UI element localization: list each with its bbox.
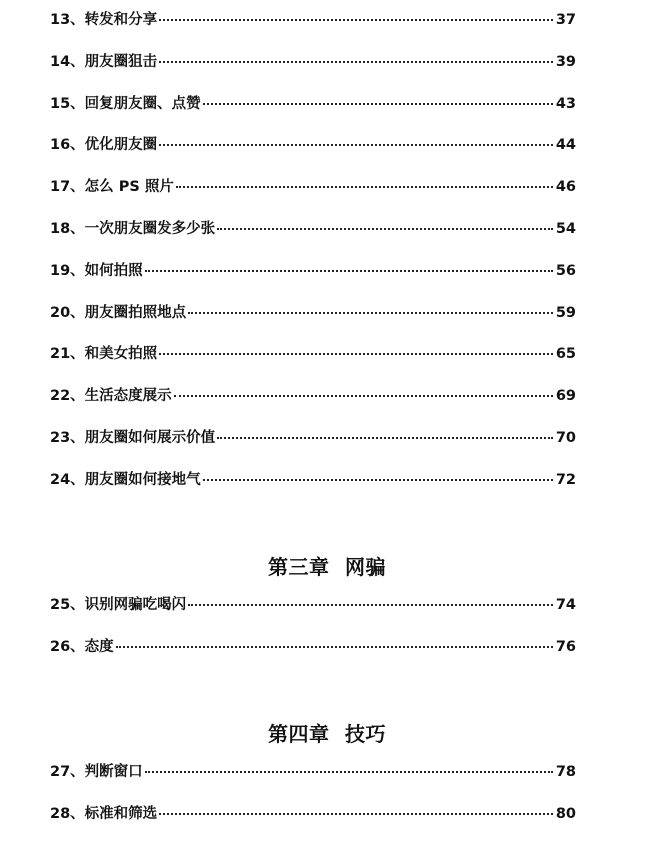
toc-entry[interactable] (50, 52, 576, 94)
toc-section-chapter-4 (50, 762, 576, 846)
toc-entry-page: 78 (555, 764, 576, 780)
toc-entry[interactable] (50, 219, 576, 261)
dot-leader (174, 395, 553, 397)
toc-entry-title: 23、朋友圈如何展示价值 (50, 429, 216, 446)
toc-entry[interactable] (50, 804, 576, 846)
toc-entry[interactable] (50, 94, 576, 136)
toc-entry-title: 19、如何拍照 (50, 262, 143, 279)
dot-leader (145, 771, 553, 773)
dot-leader (159, 144, 553, 146)
toc-entry-page: 69 (555, 388, 576, 405)
toc-entry[interactable] (50, 386, 576, 428)
toc-entry[interactable] (50, 303, 576, 345)
toc-entry-title: 16、优化朋友圈 (50, 137, 158, 154)
toc-entry[interactable] (50, 177, 576, 219)
toc-entry-page: 74 (555, 597, 576, 613)
toc-entry-page: 80 (555, 805, 576, 822)
toc-entry-title: 24、朋友圈如何接地气 (50, 471, 201, 488)
toc-entry[interactable] (50, 344, 576, 386)
toc-entry-title: 13、转发和分享 (50, 12, 158, 28)
toc-entry-title: 28、标准和筛选 (50, 805, 158, 822)
toc-entry-title: 22、生活态度展示 (50, 388, 172, 405)
dot-leader (159, 61, 553, 63)
dot-leader (116, 646, 553, 648)
toc-entry-title: 15、回复朋友圈、点赞 (50, 95, 201, 112)
toc-entry-title: 20、朋友圈拍照地点 (50, 304, 187, 321)
toc-entry-page: 72 (555, 471, 576, 488)
toc-entry[interactable] (50, 762, 576, 804)
toc-entry-title: 14、朋友圈狙击 (50, 53, 158, 70)
dot-leader (176, 186, 553, 188)
toc-entry-page: 70 (555, 429, 576, 446)
toc-entry-title: 27、判断窗口 (50, 764, 143, 780)
dot-leader (188, 604, 553, 606)
toc-entry[interactable] (50, 428, 576, 470)
dot-leader (159, 19, 553, 21)
toc-entry-title: 18、一次朋友圈发多少张 (50, 220, 216, 237)
toc-entry[interactable] (50, 261, 576, 303)
toc-section-continued (50, 10, 576, 512)
chapter-heading-4: 第四章 技巧 (268, 722, 386, 746)
dot-leader (145, 270, 553, 272)
toc-entry-page: 65 (555, 346, 576, 363)
toc-entry[interactable] (50, 470, 576, 512)
dot-leader (203, 479, 553, 481)
toc-entry[interactable] (50, 10, 576, 52)
toc-entry-page: 44 (555, 137, 576, 154)
toc-entry-title: 25、识别网骗吃喝闪 (50, 597, 187, 613)
toc-entry-page: 46 (555, 179, 576, 196)
toc-section-chapter-3 (50, 595, 576, 679)
toc-entry-page: 54 (555, 220, 576, 237)
chapter-heading-3: 第三章 网骗 (268, 555, 386, 579)
dot-leader (188, 312, 553, 314)
dot-leader (217, 437, 553, 439)
toc-entry-page: 37 (555, 12, 576, 28)
toc-entry[interactable] (50, 135, 576, 177)
dot-leader (203, 103, 553, 105)
dot-leader (217, 228, 553, 230)
toc-entry-page: 59 (555, 304, 576, 321)
toc-entry-title: 26、态度 (50, 638, 114, 655)
dot-leader (159, 813, 553, 815)
toc-entry-page: 76 (555, 638, 576, 655)
toc-entry-page: 39 (555, 53, 576, 70)
toc-entry-title: 17、怎么 PS 照片 (50, 179, 174, 196)
toc-entry-page: 43 (555, 95, 576, 112)
toc-entry[interactable] (50, 595, 576, 637)
toc-entry[interactable] (50, 637, 576, 679)
toc-entry-page: 56 (555, 262, 576, 279)
toc-entry-title: 21、和美女拍照 (50, 346, 158, 363)
dot-leader (159, 353, 553, 355)
